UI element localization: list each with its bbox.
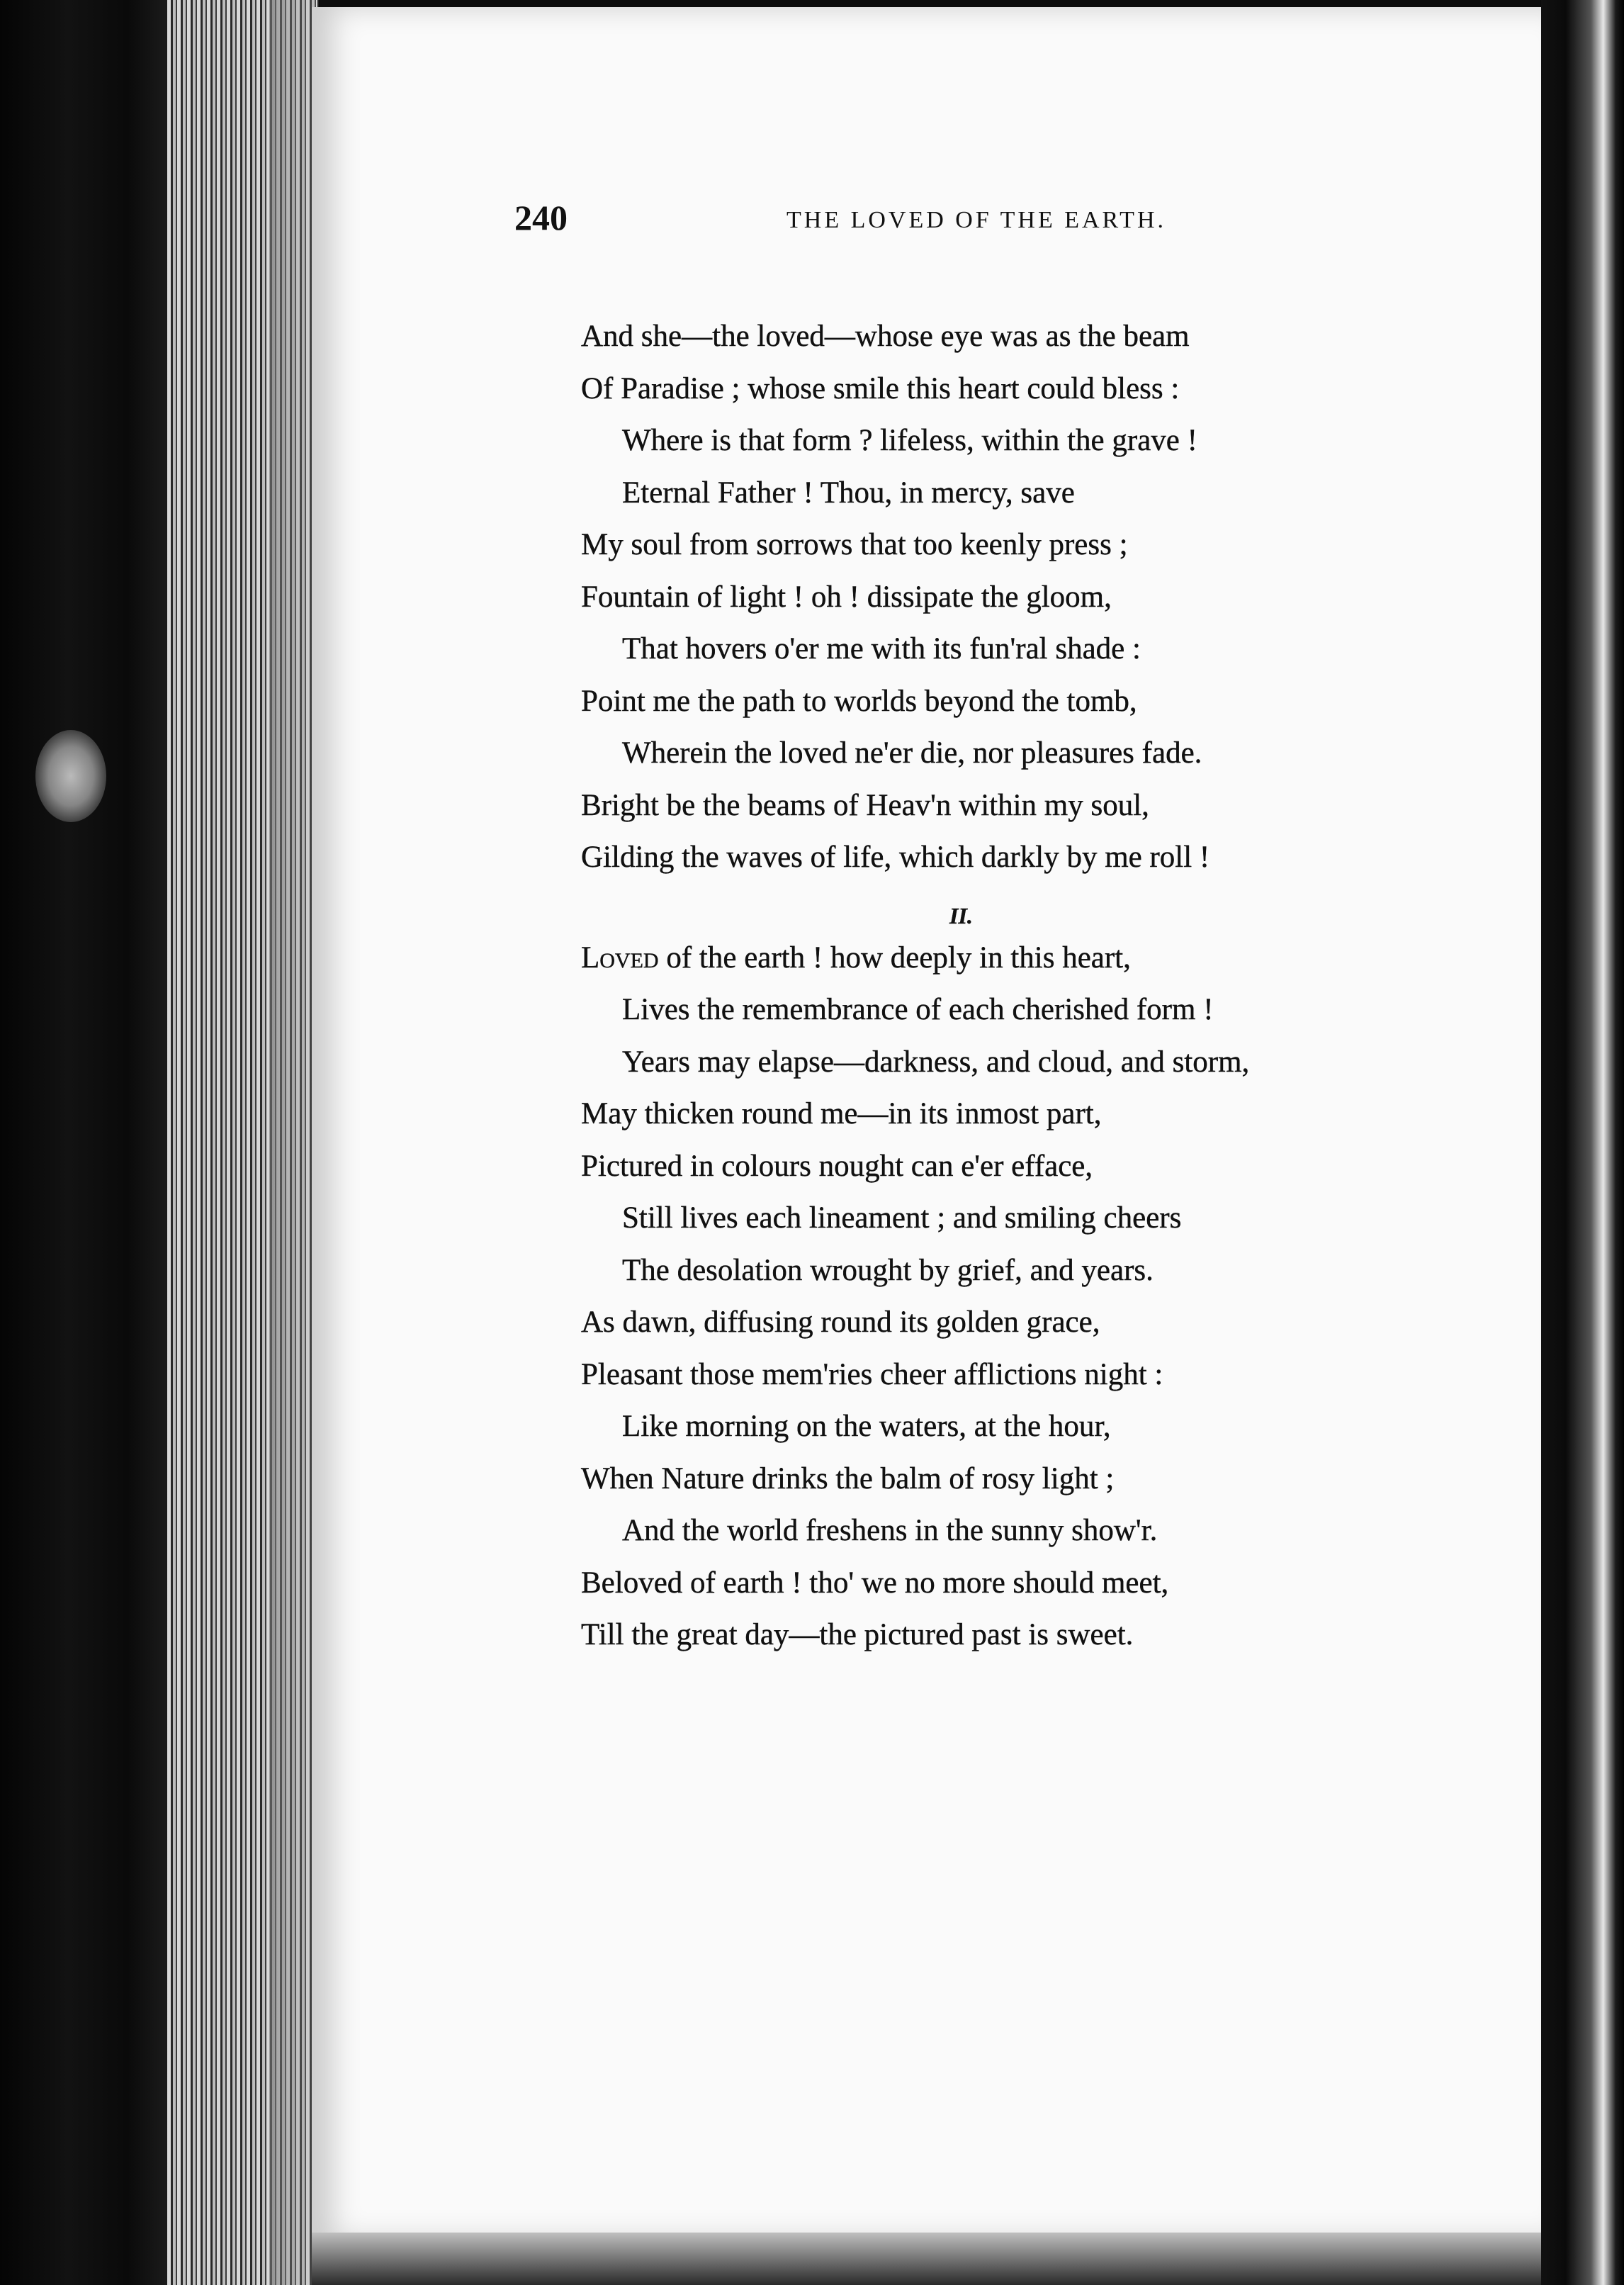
right-page-edge bbox=[1541, 0, 1624, 2285]
poem-line: Gilding the waves of life, which darkly by me roll ! bbox=[581, 841, 1210, 874]
poem-line: When Nature drinks the balm of rosy light ; bbox=[581, 1461, 1115, 1495]
poem-line: The desolation wrought by grief, and years. bbox=[622, 1253, 1154, 1287]
page-number: 240 bbox=[514, 198, 568, 237]
running-title: THE LOVED OF THE EARTH. bbox=[786, 207, 1167, 233]
poem-line: Years may elapse—darkness, and cloud, and storm, bbox=[622, 1045, 1250, 1079]
poem-line: Till the great day—the pictured past is sweet. bbox=[581, 1618, 1134, 1651]
poem-line: And the world freshens in the sunny show'r. bbox=[622, 1514, 1158, 1547]
first-word: Loved bbox=[581, 941, 659, 975]
first-line-rest: of the earth ! how deeply in this heart, bbox=[658, 941, 1131, 975]
poem-line: That hovers o'er me with its fun'ral shade : bbox=[622, 632, 1141, 666]
paper-stain bbox=[35, 730, 106, 822]
stanza-1 bbox=[581, 310, 1545, 884]
page bbox=[312, 7, 1545, 2240]
poem-line: Eternal Father ! Thou, in mercy, save bbox=[622, 476, 1075, 510]
stanza-2 bbox=[581, 932, 1545, 1661]
poem-line: Pleasant those mem'ries cheer afflictions night : bbox=[581, 1357, 1163, 1391]
poem-line: Where is that form ? lifeless, within the grave ! bbox=[622, 424, 1197, 457]
poem-line: Like morning on the waters, at the hour, bbox=[622, 1410, 1111, 1443]
poem-line: Pictured in colours nought can e'er efface, bbox=[581, 1149, 1093, 1183]
poem-line: As dawn, diffusing round its golden grace, bbox=[581, 1306, 1100, 1339]
poem-text bbox=[581, 310, 1545, 1661]
page-bottom-shadow bbox=[312, 2233, 1545, 2285]
poem-line: Beloved of earth ! tho' we no more should meet, bbox=[581, 1566, 1169, 1600]
book-binding bbox=[0, 0, 170, 2285]
poem-line: Fountain of light ! oh ! dissipate the gloom, bbox=[581, 580, 1112, 614]
poem-line: Of Paradise ; whose smile this heart could bless : bbox=[581, 371, 1180, 405]
poem-line bbox=[581, 932, 1545, 984]
poem-line: Lives the remembrance of each cherished form ! bbox=[622, 993, 1214, 1026]
section-numeral: II. bbox=[949, 902, 973, 928]
poem-line: Bright be the beams of Heav'n within my soul, bbox=[581, 788, 1149, 822]
poem-line: My soul from sorrows that too keenly press ; bbox=[581, 528, 1128, 561]
poem-line: Still lives each lineament ; and smiling cheers bbox=[622, 1201, 1182, 1235]
poem-line: Wherein the loved ne'er die, nor pleasures fade. bbox=[622, 736, 1202, 770]
poem-line: May thicken round me—in its inmost part, bbox=[581, 1097, 1102, 1130]
poem-line: Point me the path to worlds beyond the tomb, bbox=[581, 684, 1137, 718]
poem-line: And she—the loved—whose eye was as the beam bbox=[581, 320, 1190, 353]
